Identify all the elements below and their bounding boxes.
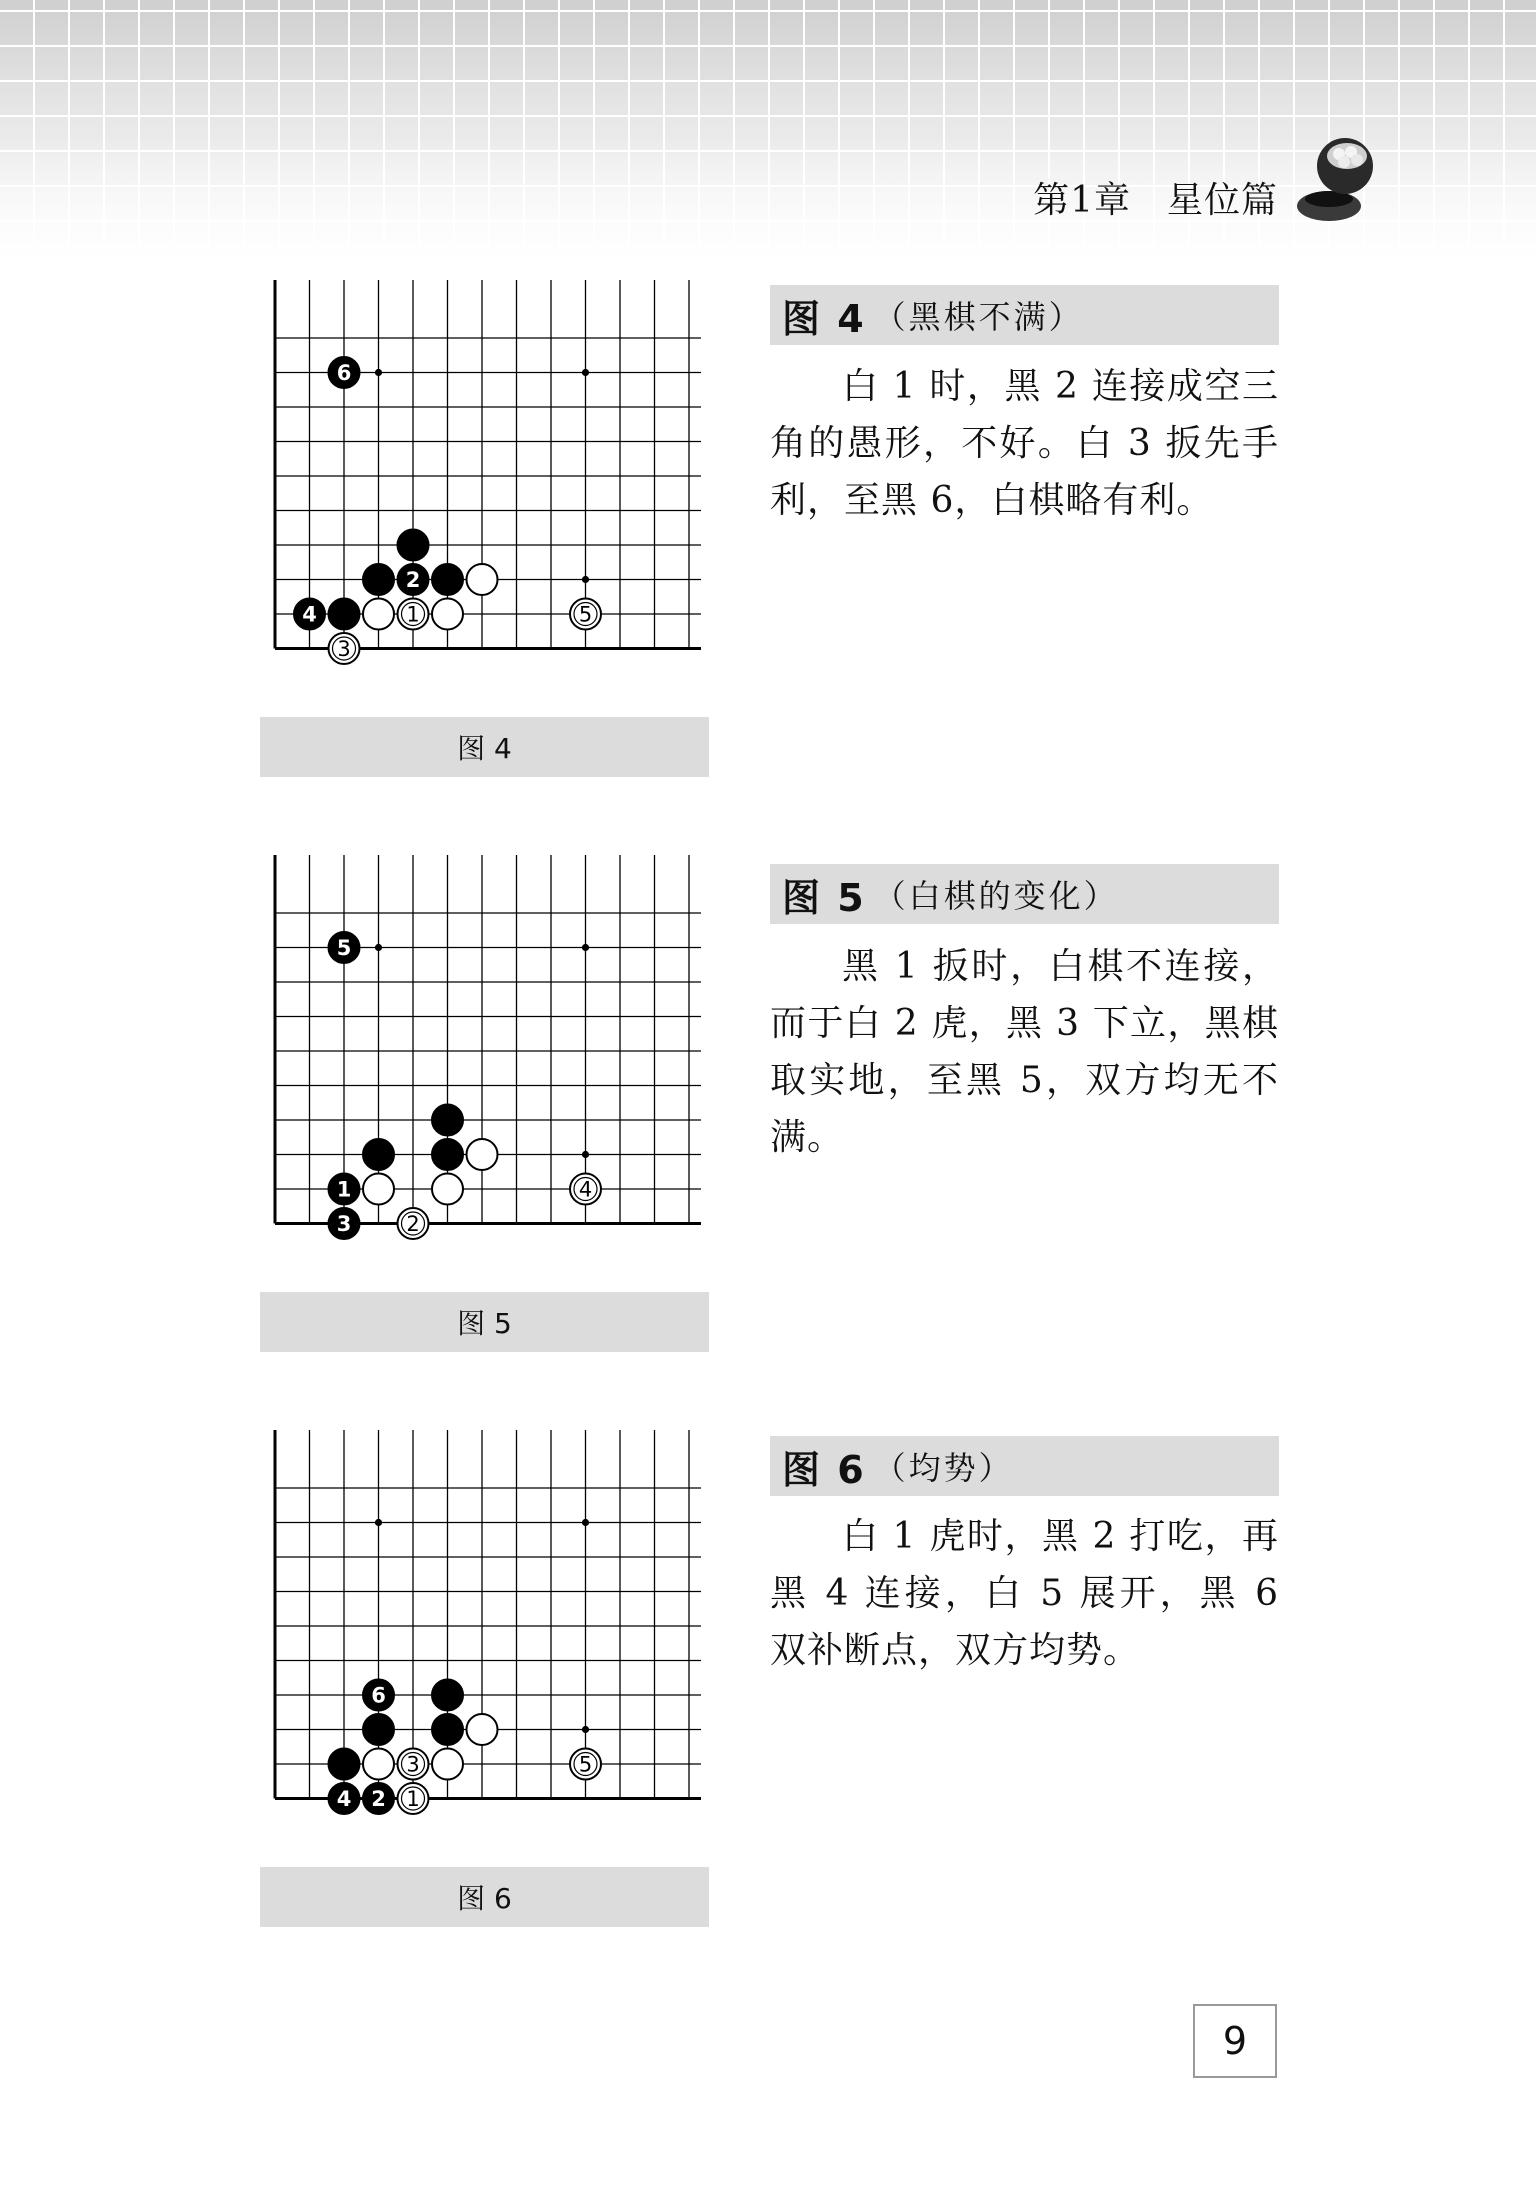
star-point	[582, 576, 589, 583]
white-stone-1	[398, 599, 429, 630]
heading-figure-label: 图 6	[782, 1447, 866, 1492]
white-stone-3	[329, 633, 360, 664]
go-board-fig4	[262, 280, 722, 700]
heading-subtitle: （均势）	[873, 1449, 1014, 1487]
black-stone	[329, 1749, 360, 1780]
white-stone-4	[570, 1174, 601, 1205]
black-stone	[432, 1680, 463, 1711]
stone-number: 6	[371, 1683, 386, 1708]
heading-figure-label: 图 4	[782, 296, 866, 341]
white-stone	[432, 599, 463, 630]
star-point	[582, 1726, 589, 1733]
star-point	[582, 369, 589, 376]
figure-caption: 图 6	[260, 1867, 709, 1927]
go-board-fig6	[262, 1430, 722, 1850]
stone-number: 3	[337, 637, 351, 661]
stone-number: 3	[406, 1752, 420, 1777]
white-stone	[363, 1749, 394, 1780]
page-number: 9	[1193, 2004, 1277, 2078]
black-stone-1	[329, 1174, 360, 1205]
white-stone-2	[398, 1208, 429, 1239]
stone-number: 6	[336, 361, 352, 385]
black-stone-2	[363, 1783, 394, 1814]
black-stone	[432, 1714, 463, 1745]
white-stone	[467, 564, 498, 595]
black-stone-5	[329, 932, 360, 963]
figure-caption: 图 4	[260, 717, 709, 777]
heading-subtitle: （白棋的变化）	[873, 877, 1119, 915]
star-point	[582, 1151, 589, 1158]
stone-number: 2	[371, 1787, 386, 1811]
stone-number: 4	[578, 1177, 593, 1202]
figure-heading	[770, 864, 1279, 924]
star-point	[375, 1519, 382, 1526]
stone-number: 5	[336, 936, 352, 960]
figure-heading	[770, 1436, 1279, 1496]
star-point	[375, 369, 382, 376]
figure-caption: 图 5	[260, 1292, 709, 1352]
white-stone-1	[398, 1783, 429, 1814]
black-stone	[432, 1139, 463, 1170]
stone-number: 1	[406, 1787, 420, 1811]
go-bowl-icon	[1287, 136, 1377, 226]
stone-number: 5	[578, 602, 593, 627]
running-head	[1033, 172, 1278, 223]
black-stone	[432, 1105, 463, 1136]
white-stone	[363, 1174, 394, 1205]
white-stone-5	[570, 599, 601, 630]
white-stone	[432, 1174, 463, 1205]
stone-number: 5	[578, 1752, 593, 1777]
chapter-label: 第1章	[1033, 180, 1131, 221]
stone-number: 1	[336, 1177, 352, 1202]
figure-heading	[770, 285, 1279, 345]
white-stone-3	[398, 1749, 429, 1780]
white-stone	[467, 1714, 498, 1745]
white-stone	[467, 1139, 498, 1170]
black-stone-2	[398, 564, 429, 595]
black-stone	[363, 1139, 394, 1170]
black-stone-4	[294, 599, 325, 630]
white-stone	[363, 599, 394, 630]
black-stone	[363, 564, 394, 595]
stone-number: 1	[406, 602, 420, 627]
white-stone	[432, 1749, 463, 1780]
black-stone	[329, 599, 360, 630]
star-point	[582, 1519, 589, 1526]
stone-number: 2	[406, 1212, 420, 1236]
black-stone-3	[329, 1208, 360, 1239]
figure-description: 黑 1 扳时，白棋不连接，而于白 2 虎，黑 3 下立，黑棋取实地，至黑 5，双方均无不满。	[770, 946, 1279, 1158]
black-stone-4	[329, 1783, 360, 1814]
black-stone	[398, 530, 429, 561]
go-board-fig5	[262, 855, 722, 1275]
black-stone-6	[329, 357, 360, 388]
figure-description: 白 1 时，黑 2 连接成空三角的愚形，不好。白 3 扳先手利，至黑 6，白棋略有利。	[770, 366, 1279, 521]
heading-figure-label: 图 5	[782, 875, 866, 920]
figure-description: 白 1 虎时，黑 2 打吃，再黑 4 连接，白 5 展开，黑 6 双补断点，双方均势。	[770, 1516, 1279, 1671]
stone-number: 2	[405, 568, 421, 592]
star-point	[375, 944, 382, 951]
white-stone-5	[570, 1749, 601, 1780]
stone-number: 3	[336, 1212, 352, 1236]
stone-number: 4	[302, 602, 317, 627]
star-point	[582, 944, 589, 951]
black-stone-6	[363, 1680, 394, 1711]
stone-number: 4	[336, 1787, 352, 1811]
black-stone	[432, 564, 463, 595]
heading-subtitle: （黑棋不满）	[873, 298, 1084, 336]
black-stone	[363, 1714, 394, 1745]
chapter-title: 星位篇	[1166, 180, 1278, 221]
